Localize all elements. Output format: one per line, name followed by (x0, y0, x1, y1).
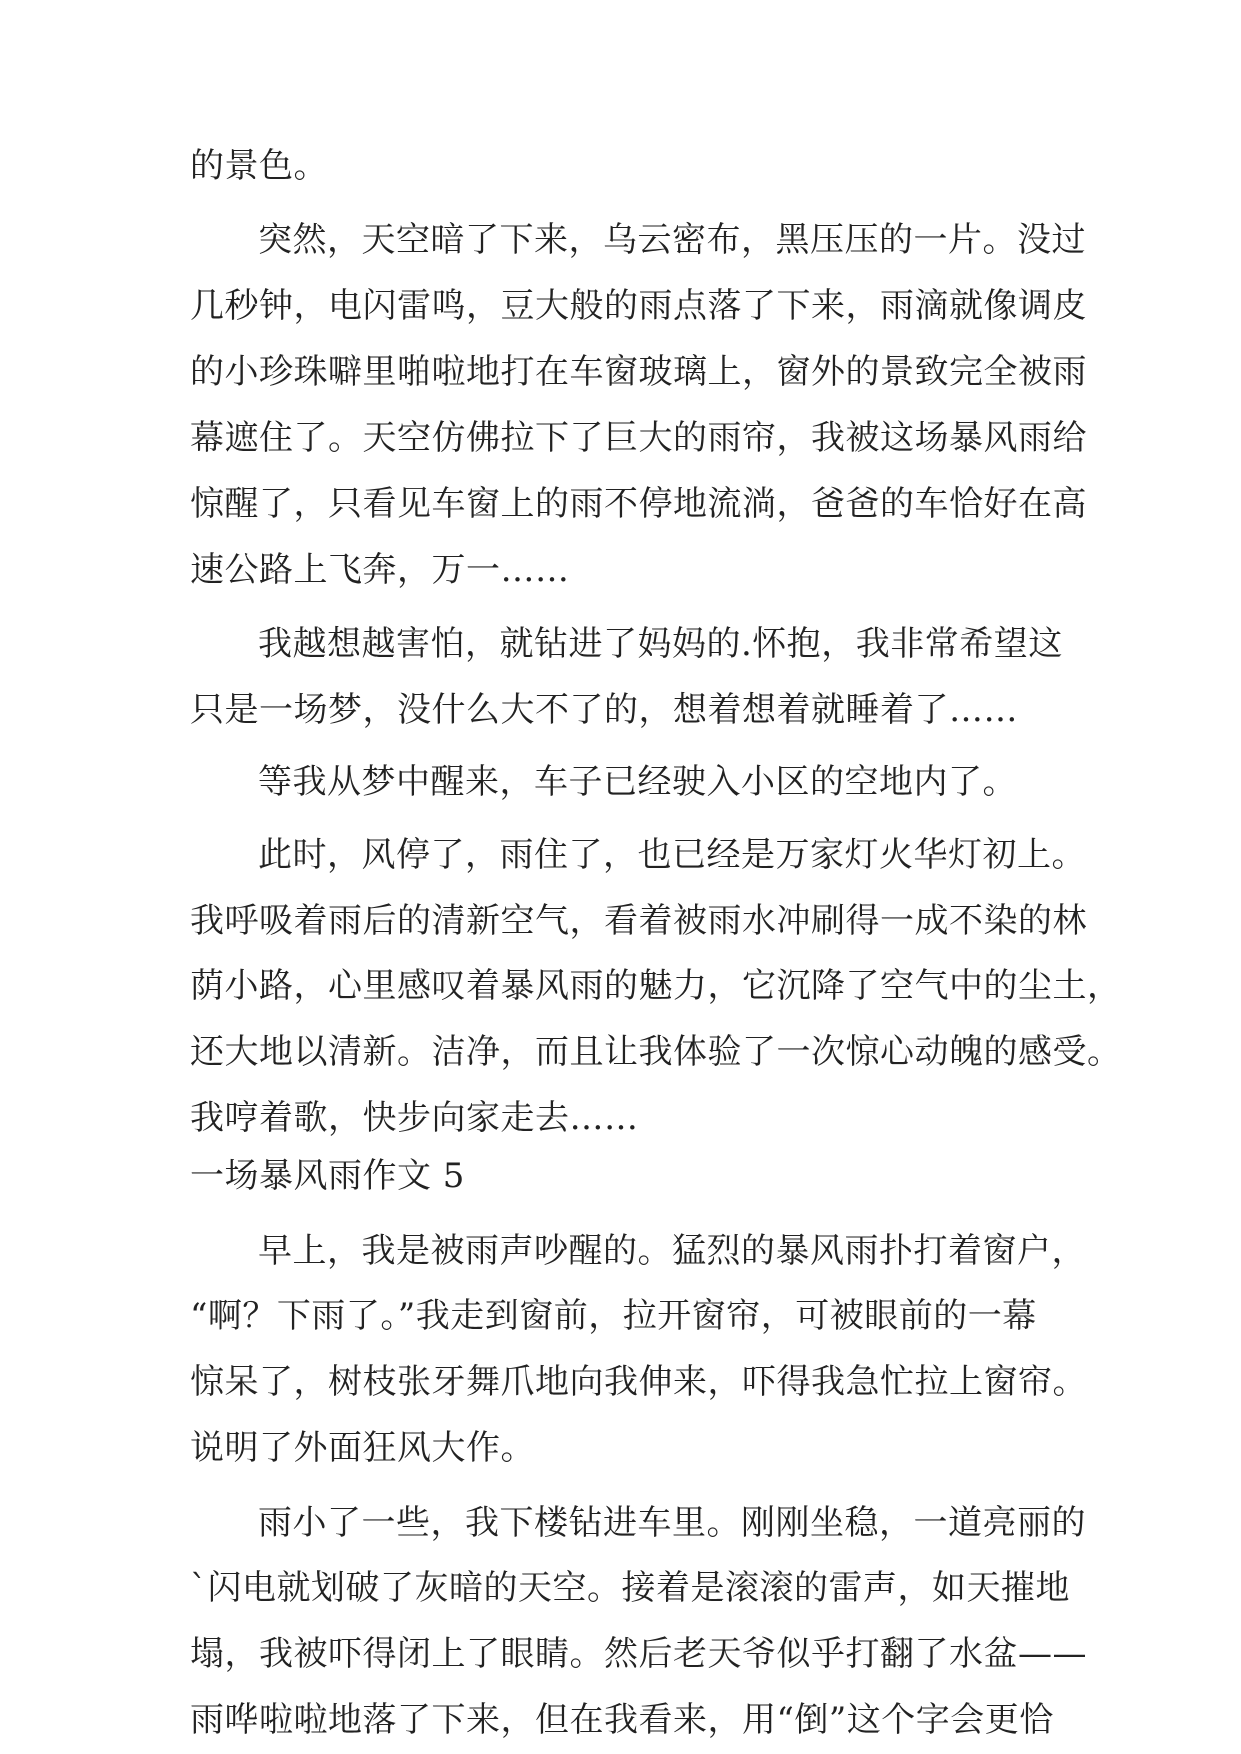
text-line: 幕遮住了。天空仿佛拉下了巨大的雨帘，我被这场暴风雨给 (190, 417, 1087, 458)
text-line: 惊呆了，树枝张牙舞爪地向我伸来，吓得我急忙拉上窗帘。 (190, 1362, 1087, 1403)
text-line: 还大地以清新。洁净，而且让我体验了一次惊心动魄的感受。 (190, 1032, 1122, 1073)
paragraph-start-line: 雨小了一些，我下楼钻进车里。刚刚坐稳，一道亮丽的 (258, 1502, 1086, 1543)
text-line: 惊醒了，只看见车窗上的雨不停地流淌，爸爸的车恰好在高 (190, 483, 1087, 524)
section-heading: 一场暴风雨作文 5 (190, 1156, 465, 1197)
text-line: 说明了外面狂风大作。 (190, 1428, 535, 1469)
text-line: 荫小路，心里感叹着暴风雨的魅力，它沉降了空气中的尘土， (190, 966, 1122, 1007)
text-line: 的小珍珠噼里啪啦地打在车窗玻璃上，窗外的景致完全被雨 (190, 352, 1087, 393)
paragraph-start-line: 早上，我是被雨声吵醒的。猛烈的暴风雨扑打着窗户， (258, 1230, 1086, 1271)
text-line: 我哼着歌，快步向家走去…… (190, 1098, 639, 1139)
paragraph-start-line: 突然，天空暗了下来，乌云密布，黑压压的一片。没过 (258, 220, 1086, 261)
text-line: “啊？下雨了。”我走到窗前，拉开窗帘，可被眼前的一幕 (190, 1296, 1037, 1337)
text-line: `闪电就划破了灰暗的天空。接着是滚滚的雷声，如天摧地 (190, 1568, 1070, 1609)
paragraph-start-line: 等我从梦中醒来，车子已经驶入小区的空地内了。 (258, 762, 1017, 803)
text-line: 只是一场梦，没什么大不了的，想着想着就睡着了…… (190, 689, 1018, 730)
text-line: 的景色。 (190, 146, 328, 186)
text-line: 塌，我被吓得闭上了眼睛。然后老天爷似乎打翻了水盆—— (190, 1634, 1087, 1675)
paragraph-start-line: 我越想越害怕，就钻进了妈妈的.怀抱，我非常希望这 (258, 623, 1063, 664)
paragraph-start-line: 此时，风停了，雨住了，也已经是万家灯火华灯初上。 (258, 834, 1086, 875)
text-line: 几秒钟，电闪雷鸣，豆大般的雨点落了下来，雨滴就像调皮 (190, 286, 1087, 327)
text-line: 速公路上飞奔，万一…… (190, 549, 570, 590)
text-line: 雨哗啦啦地落了下来，但在我看来，用“倒”这个字会更恰 (190, 1700, 1054, 1740)
text-line: 我呼吸着雨后的清新空气，看着被雨水冲刷得一成不染的林 (190, 900, 1087, 941)
